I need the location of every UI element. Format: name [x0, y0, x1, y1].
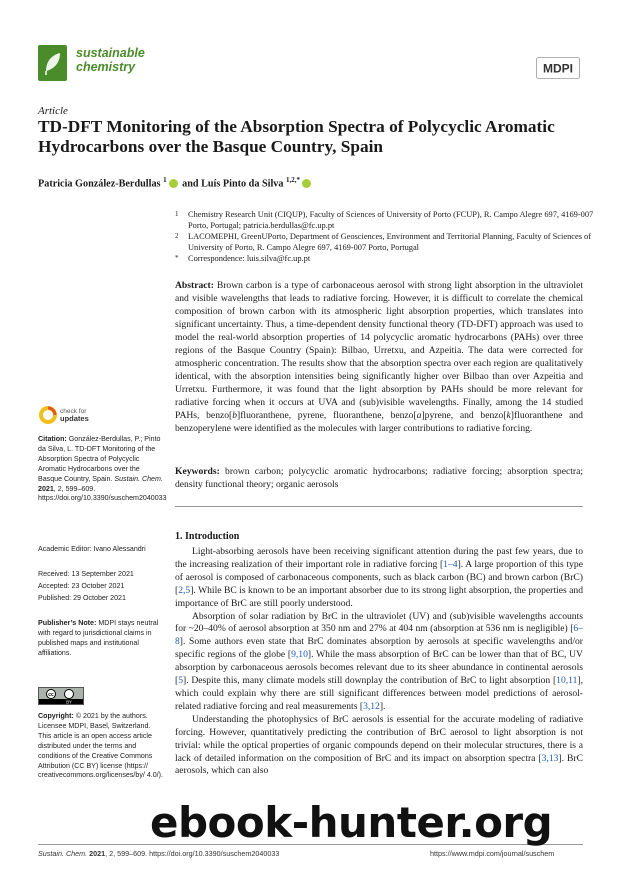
author-list: Patricia González-Berdullas $^1$ and Luís Pinto da Silva $^{1,2,*}$ — [38, 176, 313, 189]
published-date: Published: 29 October 2021 — [38, 594, 126, 602]
citation-link[interactable]: 3,12 — [363, 700, 380, 712]
journal-name: sustainable chemistry — [76, 46, 145, 74]
introduction-body — [175, 546, 583, 778]
citation-link[interactable]: 10,11 — [556, 675, 578, 687]
accepted-date: Accepted: 23 October 2021 — [38, 582, 125, 590]
check-for-updates-button[interactable] — [38, 404, 98, 426]
article-type: Article — [38, 105, 68, 117]
cc-by-license-icon[interactable] — [38, 687, 84, 705]
author-2[interactable]: Luís Pinto da Silva — [201, 178, 284, 190]
divider — [175, 506, 583, 507]
affiliation-1: 1 Chemistry Research Unit (CIQUP), Faculty of Sciences of University of Porto (FCUP), R. Campo Alegre 697, 4169-007 Porto, Portugal; patricia.berdullas@fc.up.pt — [175, 210, 594, 231]
footer-journal-url[interactable]: https://www.mdpi.com/journal/suschem — [430, 849, 555, 858]
abstract: Abstract: Brown carbon is a type of carbonaceous aerosol with strong light absorption in the ultraviolet and visible wavelengths that leads to radiative forcing. However, it is difficult to correlate the chemical composition of brown carbon with its atmospheric light absorption properties, which translates into significant uncertainty. Thus, a time-dependent density functional theory (TD-DFT) approach was used to model the real-world absorption properties of 14 polycyclic aromatic hydrocarbons (PAHs) over three regions of the Basque Country (Spain): Bilbao, Urretxu, and Azpeitia. The data were corrected for atmospheric concentration. The results show that the absorption spectra over each region are qualitatively identical, with the absorption intensities being significantly higher over Bilbao than over Azpeitia and Urretxu. Furthermore, it was found that the light absorption by PAHs should be more relevant for radiative forcing when it occurs at UVA and (sub)visible wavelengths. Finally, among the 14 studied PAHs, benzo[b]fluoranthene, pyrene, fluoranthene, benzo[a]pyrene, and benzo[k]fluoranthene and benzoperylene were identified as the molecules with larger contributions to radiative forcing. — [175, 280, 583, 434]
svg-text:cc: cc — [48, 692, 54, 698]
affiliation-2: 2 LACOMEPHI, GreenUPorto, Department of Geosciences, Environment and Territorial Planning, Faculty of Sciences of University of Porto, R. Campo Alegre 697, 4169-007 Porto, Portugal — [175, 232, 592, 253]
watermark-text: ebook-hunter.org — [150, 798, 553, 847]
copyright: Copyright: © 2021 by the authors. Licensee MDPI, Basel, Switzerland. This article is an open access article distributed under the terms and conditions of the Creative Commons Attribution (CC BY) license (https:// creativecommons.org/licenses/by/ 4.0/). — [38, 712, 163, 780]
keywords: Keywords: brown carbon; polycyclic aromatic hydrocarbons; radiative forcing; absorption spectra; density functional theory; organic aerosols — [175, 466, 583, 490]
paragraph-2: Absorption of solar radiation by BrC in the ultraviolet (UV) and (sub)visible wavelengths accounts for ~20–40% of aerosol absorption at 350 nm and 27% at 404 nm (absorption at 536 nm is negligible) [6–8]. Some authors even state that BrC dominates absorption by aerosols at specific wavelengths and/or specific regions of the globe [9,10]. While the mass absorption of BrC can be lower than that of BC, UV absorption by carbonaceous aerosols becomes relevant due to its sheer abundance in continental aerosols [5]. Despite this, many climate models still downplay the contribution of BrC to light absorption [10,11], which could explain why there are still significant differences between model predictions of aerosol-related radiative forcing and real measurements [3,12]. — [175, 610, 583, 712]
paragraph-1: Light-absorbing aerosols have been receiving significant attention during the past few years, due to the increasing realization of their important role in radiative forcing [1–4]. A large proportion of this type of aerosol is composed of carbonaceous components, such as black carbon (BC) and brown carbon (BrC) [2,5]. While BC is known to be an important absorber due to its strong light absorption, the properties and importance of BrC are still poorly understood. — [175, 546, 583, 609]
received-date: Received: 13 September 2021 — [38, 570, 134, 578]
footer-citation: Sustain. Chem. 2021, 2, 599–609. https://doi.org/10.3390/suschem2040033 — [38, 849, 280, 858]
citation-link[interactable]: 2,5 — [178, 584, 191, 596]
publisher-note: Publisher’s Note: MDPI stays neutral with regard to jurisdictional claims in published maps and institutional affiliations. — [38, 619, 159, 657]
correspondence: * Correspondence: luis.silva@fc.up.pt — [175, 254, 311, 263]
citation-link[interactable]: 1–4 — [443, 558, 458, 570]
citation: Citation: González-Berdullas, P.; Pinto da Silva, L. TD-DFT Monitoring of the Absorption Spectra of Polycyclic Aromatic Hydrocarbons over the Basque Country, Spain. Sustain. Chem. 2021, 2, 599–609. https://doi.org/10.3390/suschem2040033 — [38, 435, 167, 503]
citation-link[interactable]: 6–8 — [175, 623, 583, 648]
mdpi-logo-text: MDPI — [543, 61, 573, 76]
academic-editor: Academic Editor: Ivano Alessandri — [38, 545, 146, 553]
citation-link[interactable]: 3,13 — [541, 752, 559, 764]
orcid-icon[interactable] — [169, 179, 178, 188]
author-1[interactable]: Patricia González-Berdullas — [38, 178, 161, 190]
journal-logo-icon — [38, 45, 67, 81]
mdpi-logo — [536, 57, 580, 79]
orcid-icon[interactable] — [302, 179, 311, 188]
paragraph-3: Understanding the photophysics of BrC aerosols is essential for the accurate modeling of radiative forcing. However, quantitatively predicting the contribution of BrC aerosol to light absorption is not trivial: while the optical properties of organic compounds depend on their molecular structures, there is a lack of detailed information on the composition of BrC and its impact on absorption spectra [3,13]. BrC aerosols, which can also — [175, 713, 583, 777]
article-title: TD-DFT Monitoring of the Absorption Spectra of Polycyclic Aromatic Hydrocarbons over the Basque Country, Spain — [38, 117, 555, 156]
citation-link[interactable]: 9,10 — [291, 649, 308, 661]
section-heading: 1. Introduction — [175, 531, 240, 542]
citation-link[interactable]: 5 — [178, 675, 183, 687]
cc-by-label: BY — [66, 699, 72, 704]
check-updates-line2: updates — [60, 414, 89, 423]
check-updates-line1: check for — [60, 408, 87, 415]
